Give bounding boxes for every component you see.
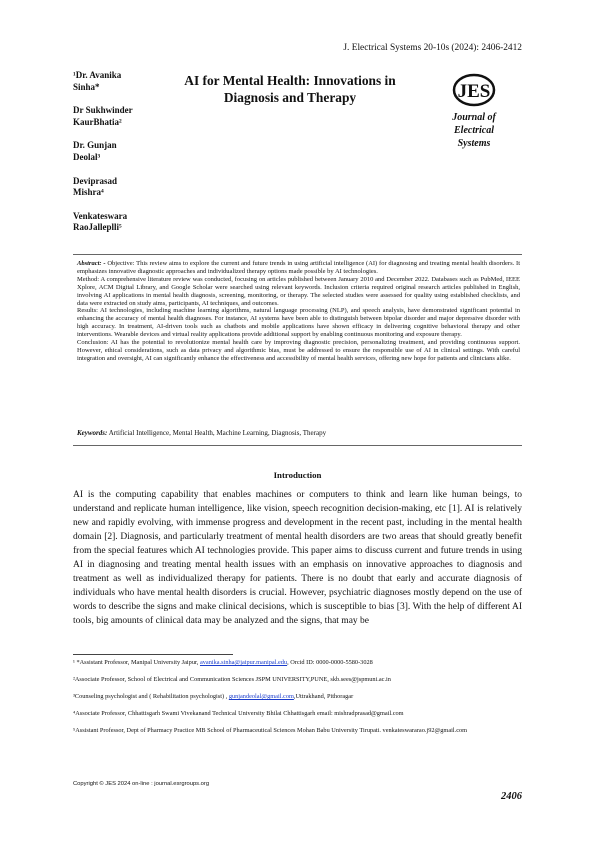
logo-line1: Journal of [452,112,496,123]
footnote-1-email-link[interactable]: avanika.sinha@jaipur.manipal.edu [199,659,288,666]
abstract-results: Results: AI technologies, including machine learning algorithms, natural language processing (NLP), and speech analysis, have demonstrated significant potential in enhancing the accuracy of mental health diagnoses. For instance, AI systems have been able to distinguish between bipolar disorder and major depressive disorder with high accuracy. In treatment, AI-driven tools such as chatbots and mobile applications have shown efficacy in delivering cognitive behavioral therapy and other interventions. Wearable devices and virtual reality applications provide additional support by enabling continuous monitoring and exposure therapy. [77,307,520,339]
footnote-2: ²Associate Professor, School of Electrical and Communication Sciences JSPM UNIVERSITY,PUNE, skb.sees@jspmuni.ac.in [73,676,391,683]
footnote-5: ⁵Assistant Professor, Dept of Pharmacy Practice MB School of Pharmaceutical Sciences Mohan Babu University Tirupati. venkateswararao.j92@gmail.com [73,727,468,734]
author-3: Dr. Gunjan Deolal³ [73,140,117,162]
footnote-3-email-link[interactable]: gunjandeolal@gmail.com [228,693,294,700]
author-list [73,70,159,246]
abstract-method: Method: A comprehensive literature review was conducted, focusing on articles published between January 2010 and December 2022. Databases such as PubMed, IEEE Xplore, ACM Digital Library, and Google Scholar were searched using relevant keywords. Inclusion criteria required original research articles published in English, involving AI applications in mental health diagnosis, screening, monitoring, or therapy. The selected studies were assessed for quality using established checklists, and data were extracted on study aims, participants, AI techniques, and outcomes. [77,275,520,307]
abstract [77,260,520,363]
logo-line2: Electrical [454,125,494,136]
page-number: 2406 [501,791,522,802]
footnote-4: ⁴Associate Professor, Chhattisgarh Swami Vivekanand Technical University Bhilai Chhattisgarh email: mishradprasad@gmail.com [73,710,404,717]
abstract-label: Abstract: - [77,260,106,267]
logo-line3: Systems [457,138,491,149]
introduction-body [73,488,522,628]
journal-logo [439,72,509,154]
paper-title: AI for Mental Health: Innovations in Diagnosis and Therapy [184,73,396,105]
author-2: Dr Sukhwinder KaurBhatia² [73,105,133,127]
keywords-label: Keywords: [77,429,108,437]
author-5: Venkateswara RaoJalleplli⁵ [73,210,128,233]
author-4: Deviprasad Mishra⁴ [73,175,118,198]
footnotes [73,659,522,744]
footnote-divider [73,654,233,655]
author-1: ¹Dr. Avanika Sinha* [73,70,122,92]
journal-reference: J. Electrical Systems 20-10s (2024): 2406-2412 [343,43,522,53]
keywords [77,429,520,437]
footnote-3: ³Counseling psychologist and ( Rehabilitation psychologist) , gunjandeolal@gmail.com,Uttrakhand, Pithoragar [73,693,354,700]
logo-abbr: JES [457,81,491,102]
keywords-text: Artificial Intelligence, Mental Health, Machine Learning, Diagnosis, Therapy [107,429,327,437]
section-heading-introduction: Introduction [273,470,322,480]
abstract-conclusion: Conclusion: AI has the potential to revolutionize mental health care by improving diagnostic precision, personalizing treatment, and providing continuous support. However, ethical considerations, such as data privacy and algorithmic bias, must be addressed to ensure the responsible use of AI in clinical settings. With careful integration and oversight, AI can significantly enhance the effectiveness and accessibility of mental health services, offering new hope for patients and clinicians alike. [77,339,520,362]
copyright-notice: Copyright © JES 2024 on-line : journal.esrgroups.org [73,781,210,787]
intro-paragraph: AI is the computing capability that enables machines or computers to think and learn like human beings, to understand and replicate human intelligence, like vision, speech recognition decision-making, etc [1]. AI is relatively new and rapidly evolving, with immense progress and development in the recent past, including in the mental health domain [2]. Diagnosis, and particularly treatment of mental health disorders are two areas that should greatly benefit from the special features which AI technologies provide. This paper aims to discuss current and future trends in using AI in diagnosing and treating mental health issues with an emphasis on innovative approaches to diagnosis and treatment as well as individualized therapy for patients. There is no doubt that early and accurate diagnosis of individuals who have mental health disorders is crucial. However, psychiatric diagnoses mostly depend on the use of words to describe the signs and make clinical decisions, which is susceptible to bias [3]. With the help of different AI tools, big amounts of clinical data may be analyzed and the signs, that may be [73,490,522,627]
footnote-1: ¹ *Assistant Professor, Manipal University Jaipur, avanika.sinha@jaipur.manipal.edu, Orcid ID: 0000-0000-5580-3028 [73,659,373,666]
abstract-objective: Objective: This review aims to explore the current and future trends in using artificial intelligence (AI) for diagnosing and treating mental health disorders. It emphasizes innovative diagnostic approaches and individualized therapy options made possible by AI technologies. [77,260,520,275]
